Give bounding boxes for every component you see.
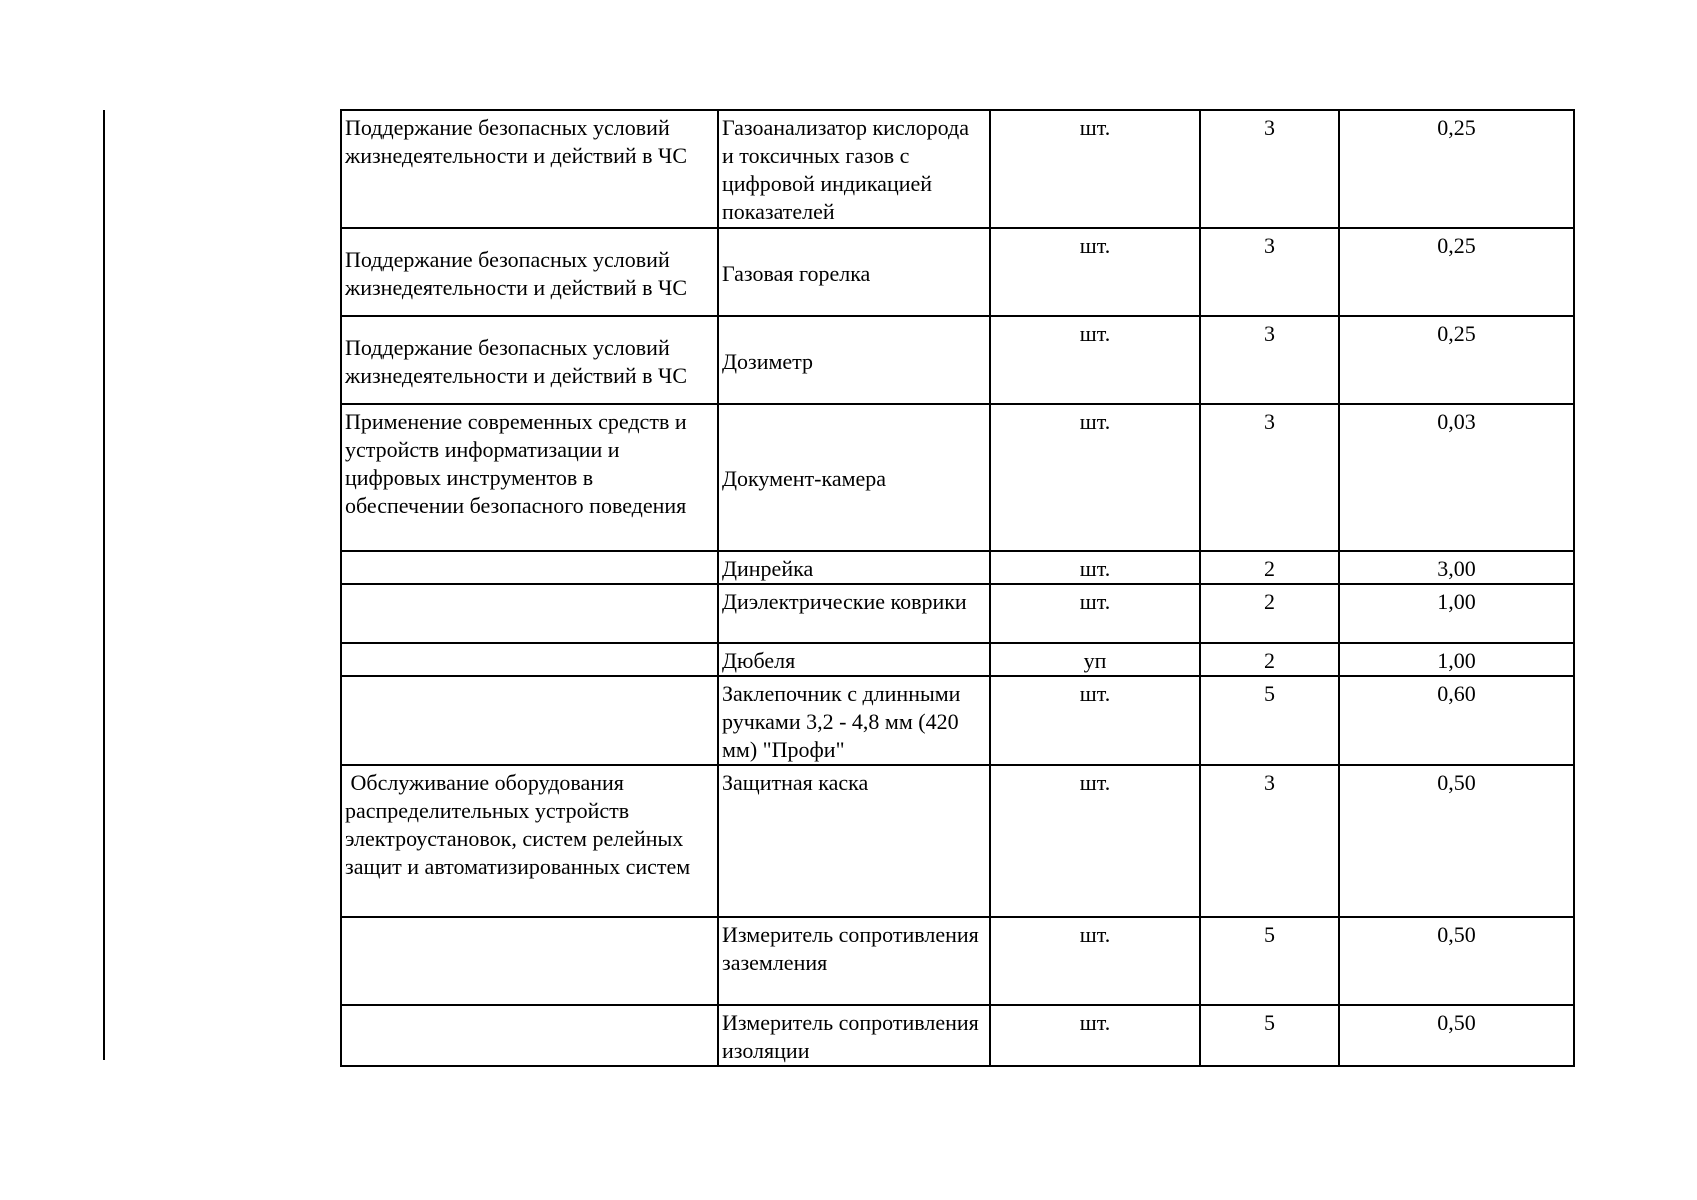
value-cell: [1339, 404, 1574, 551]
unit-text: шт.: [1079, 409, 1111, 434]
item-name-text: Газовая горелка: [722, 260, 871, 286]
quantity-cell: [1200, 765, 1339, 917]
item-name-text: Дозиметр: [722, 348, 814, 374]
unit-cell: [990, 1005, 1200, 1066]
value-text: 0,25: [1437, 115, 1476, 140]
activity-cell: [341, 110, 718, 228]
page-margin-line: [103, 110, 105, 1060]
quantity-text: 5: [1264, 1010, 1275, 1035]
item-name-cell: [718, 676, 990, 765]
activity-cell: [341, 316, 718, 404]
item-name-text: Заклепочник с длинными ручками 3,2 - 4,8 мм (420 мм) "Профи": [722, 681, 961, 762]
activity-cell: [341, 551, 718, 584]
quantity-text: 3: [1264, 321, 1275, 346]
activity-cell: [341, 643, 718, 676]
item-name-cell: [718, 316, 990, 404]
item-name-cell: [718, 917, 990, 1005]
item-name-text: Газоанализатор кислорода и токсичных газов с цифровой индикацией показателей: [722, 115, 969, 224]
unit-cell: [990, 316, 1200, 404]
table-row: [341, 404, 1574, 551]
quantity-text: 3: [1264, 233, 1275, 258]
item-name-text: Динрейка: [722, 556, 814, 581]
item-name-cell: [718, 110, 990, 228]
quantity-text: 2: [1264, 589, 1275, 614]
quantity-cell: [1200, 584, 1339, 643]
activity-text: Применение современных средств и устройств информатизации и цифровых инструментов в обеспечении безопасного поведения: [345, 409, 687, 518]
unit-cell: [990, 643, 1200, 676]
item-name-text: Защитная каска: [722, 770, 869, 795]
unit-cell: [990, 110, 1200, 228]
unit-cell: [990, 551, 1200, 584]
quantity-cell: [1200, 917, 1339, 1005]
value-cell: [1339, 551, 1574, 584]
value-text: 0,25: [1437, 233, 1476, 258]
quantity-text: 5: [1264, 681, 1275, 706]
value-text: 0,50: [1437, 922, 1476, 947]
activity-cell: [341, 1005, 718, 1066]
item-name-cell: [718, 551, 990, 584]
table-row: [341, 765, 1574, 917]
unit-text: шт.: [1079, 589, 1111, 614]
unit-text: шт.: [1079, 1010, 1111, 1035]
value-cell: [1339, 584, 1574, 643]
quantity-cell: [1200, 110, 1339, 228]
quantity-cell: [1200, 228, 1339, 316]
activity-text: Поддержание безопасных условий жизнедеятельности и действий в ЧС: [345, 246, 688, 300]
table-row: [341, 676, 1574, 765]
unit-text: шт.: [1079, 681, 1111, 706]
unit-text: шт.: [1079, 770, 1111, 795]
unit-text: шт.: [1079, 115, 1111, 140]
equipment-table: [340, 109, 1575, 1067]
activity-cell: [341, 228, 718, 316]
unit-cell: [990, 228, 1200, 316]
quantity-text: 3: [1264, 115, 1275, 140]
value-cell: [1339, 228, 1574, 316]
table-row: [341, 228, 1574, 316]
item-name-cell: [718, 584, 990, 643]
unit-cell: [990, 676, 1200, 765]
value-text: 1,00: [1437, 589, 1476, 614]
activity-cell: [341, 584, 718, 643]
item-name-text: Документ-камера: [722, 466, 887, 491]
unit-cell: [990, 917, 1200, 1005]
unit-text: шт.: [1079, 922, 1111, 947]
unit-cell: [990, 584, 1200, 643]
value-cell: [1339, 765, 1574, 917]
quantity-cell: [1200, 643, 1339, 676]
unit-text: шт.: [1079, 233, 1111, 258]
quantity-text: 3: [1264, 409, 1275, 434]
item-name-cell: [718, 228, 990, 316]
item-name-cell: [718, 404, 990, 551]
activity-text: Обслуживание оборудования распределительных устройств электроустановок, систем релейных защит и автоматизированных систем: [345, 770, 691, 879]
item-name-text: Измеритель сопротивления заземления: [722, 922, 979, 975]
value-cell: [1339, 917, 1574, 1005]
activity-cell: [341, 765, 718, 917]
value-text: 1,00: [1437, 648, 1476, 673]
value-cell: [1339, 676, 1574, 765]
unit-cell: [990, 765, 1200, 917]
value-text: 0,60: [1437, 681, 1476, 706]
item-name-text: Измеритель сопротивления изоляции: [722, 1010, 979, 1063]
value-text: 0,50: [1437, 770, 1476, 795]
table-row: [341, 643, 1574, 676]
value-text: 0,25: [1437, 321, 1476, 346]
quantity-cell: [1200, 551, 1339, 584]
quantity-cell: [1200, 316, 1339, 404]
table-row: [341, 551, 1574, 584]
value-text: 3,00: [1437, 556, 1476, 581]
unit-text: шт.: [1079, 321, 1111, 346]
value-cell: [1339, 1005, 1574, 1066]
item-name-text: Дюбеля: [722, 648, 796, 673]
quantity-cell: [1200, 676, 1339, 765]
value-cell: [1339, 316, 1574, 404]
activity-cell: [341, 404, 718, 551]
table-row: [341, 110, 1574, 228]
activity-text: Поддержание безопасных условий жизнедеятельности и действий в ЧС: [345, 334, 688, 388]
value-cell: [1339, 643, 1574, 676]
item-name-cell: [718, 1005, 990, 1066]
quantity-text: 3: [1264, 770, 1275, 795]
quantity-cell: [1200, 404, 1339, 551]
activity-cell: [341, 676, 718, 765]
value-text: 0,03: [1437, 409, 1476, 434]
table-row: [341, 316, 1574, 404]
table-row: [341, 917, 1574, 1005]
quantity-cell: [1200, 1005, 1339, 1066]
item-name-text: Диэлектрические коврики: [722, 589, 967, 614]
quantity-text: 2: [1264, 648, 1275, 673]
item-name-cell: [718, 765, 990, 917]
table-row: [341, 584, 1574, 643]
table-row: [341, 1005, 1574, 1066]
quantity-text: 5: [1264, 922, 1275, 947]
value-text: 0,50: [1437, 1010, 1476, 1035]
unit-text: уп: [1083, 648, 1107, 673]
activity-text: Поддержание безопасных условий жизнедеятельности и действий в ЧС: [345, 115, 688, 168]
quantity-text: 2: [1264, 556, 1275, 581]
activity-cell: [341, 917, 718, 1005]
unit-text: шт.: [1079, 556, 1111, 581]
item-name-cell: [718, 643, 990, 676]
value-cell: [1339, 110, 1574, 228]
unit-cell: [990, 404, 1200, 551]
